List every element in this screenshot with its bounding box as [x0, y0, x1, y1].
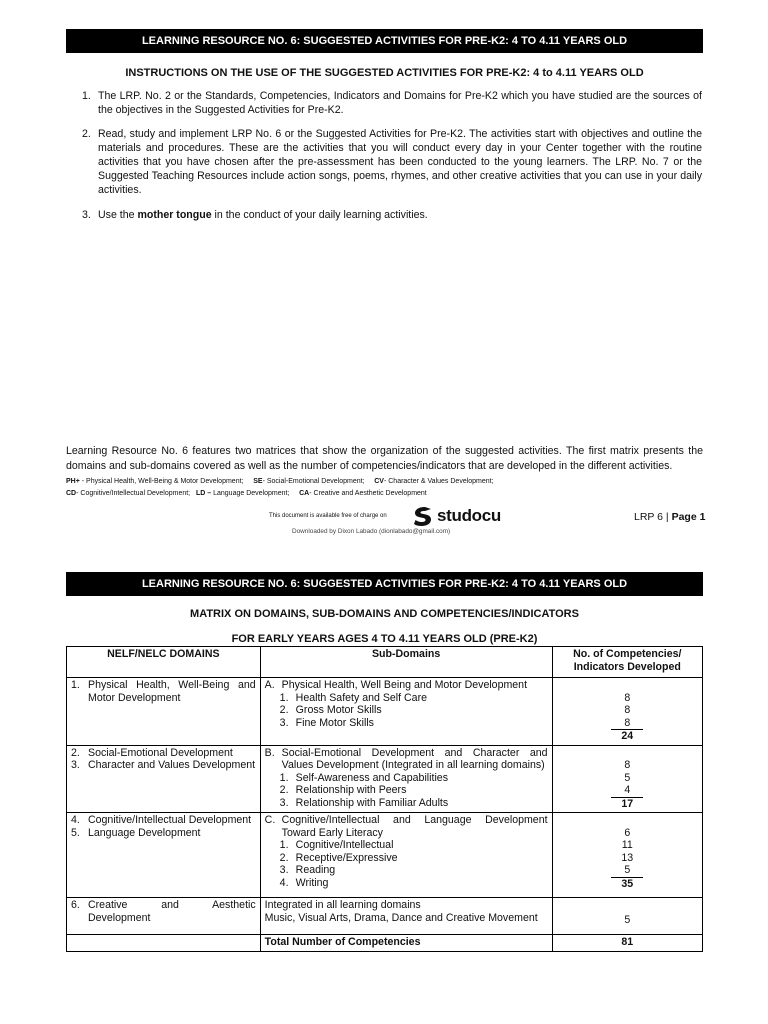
instruction-text-before: Use the: [98, 209, 138, 221]
domain-name: Physical Health, Well-Being and Motor Development: [88, 679, 256, 704]
instructions-title: INSTRUCTIONS ON THE USE OF THE SUGGESTED ACTIVITIES FOR PRE-K2: 4 to 4.11 YEARS OLD: [125, 67, 644, 79]
subdomain-title: Physical Health, Well Being and Motor Development: [281, 679, 528, 691]
integration-note: Integrated in all learning domains: [264, 899, 421, 911]
subdomain-letter: B.: [264, 746, 275, 759]
count-cell: [552, 745, 702, 813]
count-subtotal: 35: [621, 877, 634, 890]
page2-banner: LEARNING RESOURCE NO. 6: SUGGESTED ACTIVITIES FOR PRE-K2: 4 TO 4.11 YEARS OLD: [66, 572, 703, 596]
count-value: 5: [624, 771, 631, 784]
sub-item-name: Self-Awareness and Capabilities: [295, 771, 448, 784]
subdomain-cell: [260, 678, 552, 746]
count-cell: [552, 813, 702, 898]
domain-number: 2.: [71, 746, 80, 759]
table-row: [67, 898, 703, 935]
total-value: 81: [552, 935, 702, 952]
domain-name: Language Development: [88, 826, 201, 839]
domain-cell: [67, 745, 261, 813]
instruction-text-after: in the conduct of your daily learning activities.: [211, 209, 428, 221]
sub-item-name: Reading: [295, 864, 336, 876]
abbr-code: CD: [66, 490, 77, 497]
instruction-item-2: [82, 127, 702, 197]
abbr-desc: Language Development;: [211, 490, 290, 497]
sub-item-name: Writing: [295, 876, 329, 889]
total-row: [67, 935, 703, 952]
header-subdomains: Sub-Domains: [260, 647, 552, 678]
abbreviations-line-2: [66, 488, 703, 499]
sub-item-name: Relationship with Familiar Adults: [295, 796, 449, 809]
subdomain-title: Social-Emotional Development and Character and Values Development (Integrated in all learning domains): [281, 746, 548, 771]
abbr-code: PH+: [66, 478, 80, 485]
domain-cell: [67, 898, 261, 935]
studocu-logo-text: studocu: [437, 506, 502, 525]
subdomain-title: Cognitive/Intellectual and Language Development Toward Early Literacy: [281, 814, 548, 839]
sub-item-number: 2.: [279, 851, 289, 864]
abbr-code: CA: [299, 490, 310, 497]
domain-name: Character and Values Development: [88, 759, 256, 771]
domain-number: 1.: [71, 679, 80, 691]
abbr-code: CV: [374, 478, 384, 485]
sub-item-name: Cognitive/Intellectual: [295, 839, 394, 851]
sub-item-number: 1.: [279, 839, 289, 851]
sub-item-name: Relationship with Peers: [295, 784, 407, 796]
table-row: [67, 813, 703, 898]
instruction-item-1: [82, 89, 702, 117]
sub-item-number: 3.: [279, 864, 289, 876]
sub-item-name: Receptive/Expressive: [295, 851, 398, 864]
count-value: 4: [611, 784, 643, 798]
page1-banner: LEARNING RESOURCE NO. 6: SUGGESTED ACTIVITIES FOR PRE-K2: 4 TO 4.11 YEARS OLD: [66, 29, 703, 53]
page-number: [634, 511, 705, 523]
domain-name: Creative and Aesthetic Development: [88, 899, 256, 924]
sub-item-number: 3.: [279, 796, 289, 809]
count-cell: [552, 898, 702, 935]
domain-number: 3.: [71, 759, 80, 771]
count-value: 11: [621, 839, 633, 851]
count-value: 8: [611, 717, 643, 731]
competency-matrix-table: [66, 646, 703, 952]
abbr-code: SE: [253, 478, 263, 485]
domain-number: 4.: [71, 814, 80, 826]
domain-number: 6.: [71, 899, 80, 911]
subdomain-cell: [260, 813, 552, 898]
instruction-number: 2.: [82, 128, 91, 140]
studocu-logo[interactable]: [412, 505, 501, 527]
abbr-desc: - Creative and Aesthetic Development: [309, 490, 427, 497]
sub-item-name: Fine Motor Skills: [295, 716, 374, 729]
subdomain-cell: [260, 745, 552, 813]
subdomain-letter: A.: [264, 679, 275, 691]
matrix-subtitle: FOR EARLY YEARS AGES 4 TO 4.11 YEARS OLD (PRE-K2): [231, 633, 538, 645]
instruction-text: Read, study and implement LRP No. 6 or the Suggested Activities for Pre-K2. The activities start with objectives and outline the materials and procedures. These are the activities that you will conduct every day in your Center together with the routine activities that you have chosen after the pre-assessment has been conducted to the young learners. The LRP. No. 7 or the Suggested Teaching Resources include action songs, poems, rhymes, and other creative activities that you can use in your daily activities.: [98, 128, 702, 196]
domain-number: 5.: [71, 826, 80, 839]
downloaded-by-note: Downloaded by Dixon Labado (dionlabado@gmail.com): [292, 528, 451, 535]
count-value: 8: [624, 691, 631, 704]
count-value: 8: [624, 704, 631, 716]
sub-item-number: 3.: [279, 716, 289, 729]
intro-paragraph: Learning Resource No. 6 features two matrices that show the organization of the suggested activities. The first matrix presents the domains and sub-domains covered as well as the number of competencies/indicators that are developed in the different activities.: [66, 445, 703, 472]
header-domains: NELF/NELC DOMAINS: [67, 647, 261, 678]
count-value: 8: [624, 759, 631, 771]
sub-item-number: 2.: [279, 784, 289, 796]
table-header-row: [67, 647, 703, 678]
table-row: [67, 745, 703, 813]
domain-cell: [67, 813, 261, 898]
domain-cell: [67, 678, 261, 746]
domain-name: Social-Emotional Development: [88, 746, 233, 759]
total-label: Total Number of Competencies: [260, 935, 552, 952]
instruction-number: 3.: [82, 209, 91, 221]
mother-tongue-emphasis: mother tongue: [137, 209, 212, 221]
count-value: 5: [611, 864, 643, 878]
studocu-logo-icon: [412, 505, 434, 527]
instruction-number: 1.: [82, 90, 91, 102]
count-subtotal: 24: [621, 730, 634, 742]
domain-name: Cognitive/Intellectual Development: [88, 814, 252, 826]
footer-availability-note: This document is available free of charge on: [269, 513, 387, 519]
abbr-desc: - Physical Health, Well-Being & Motor Development;: [79, 478, 244, 485]
empty-cell: [67, 935, 261, 952]
header-competencies: No. of Competencies/ Indicators Developed: [552, 647, 702, 678]
matrix-title: MATRIX ON DOMAINS, SUB-DOMAINS AND COMPETENCIES/INDICATORS: [190, 608, 579, 620]
subdomain-letter: C.: [264, 814, 276, 826]
count-value: 6: [624, 826, 631, 839]
abbreviations-line-1: [66, 476, 703, 487]
subdomain-cell: [260, 898, 552, 935]
page-number-label: Page 1: [671, 511, 706, 523]
instruction-text: [98, 208, 702, 222]
creative-areas: Music, Visual Arts, Drama, Dance and Creative Movement: [264, 911, 538, 924]
sub-item-name: Gross Motor Skills: [295, 704, 382, 716]
count-subtotal: 17: [621, 797, 634, 810]
instruction-text: The LRP. No. 2 or the Standards, Competencies, Indicators and Domains for Pre-K2 which you have studied are the sources of the objectives in the Suggested Activities for Pre-K2.: [98, 90, 702, 116]
instruction-item-3: [82, 208, 702, 222]
sub-item-number: 2.: [279, 704, 289, 716]
count-value: 5: [624, 913, 631, 926]
abbr-desc: - Social-Emotional Development;: [262, 478, 365, 485]
count-cell: [552, 678, 702, 746]
sub-item-name: Health Safety and Self Care: [295, 691, 427, 704]
abbr-desc: - Character & Values Development;: [383, 478, 494, 485]
sub-item-number: 1.: [279, 691, 289, 704]
sub-item-number: 4.: [279, 876, 289, 889]
abbr-desc: - Cognitive/Intellectual Development;: [76, 490, 191, 497]
sub-item-number: 1.: [279, 771, 289, 784]
page-number-prefix: LRP 6 |: [634, 511, 672, 523]
table-row: [67, 678, 703, 746]
count-value: 13: [621, 851, 634, 864]
abbr-code: LD –: [195, 490, 212, 497]
